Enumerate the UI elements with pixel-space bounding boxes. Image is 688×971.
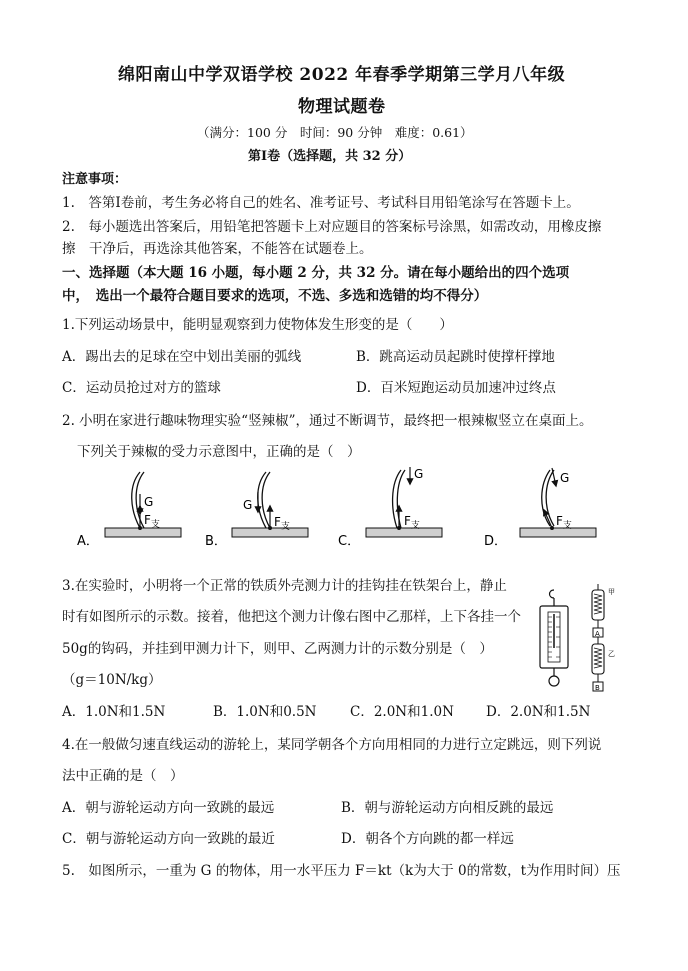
- svg-text:F支: $F_支$: [144, 513, 160, 530]
- jia-label: 甲: [608, 588, 615, 596]
- note-1: 1. 答第Ⅰ卷前，考生务必将自己的姓名、准考证号、考试科目用铅笔涂写在答题卡上。: [62, 195, 580, 211]
- q1-option-a: A．踢出去的足球在空中划出美丽的弧线: [62, 349, 302, 365]
- notes-heading: 注意事项：: [62, 172, 128, 187]
- diagram-d-label: D．: [484, 534, 508, 549]
- weight-b-label: B: [595, 684, 600, 692]
- q4-option-a: A．朝与游轮运动方向一致跳的最远: [62, 800, 275, 816]
- note-2-line1: 2. 每小题选出答案后，用铅笔把答题卡上对应题目的答案标号涂黑，如需改动，用橡皮擦: [62, 219, 602, 235]
- note-2-line2: 擦 干净后，再选涂其他答案，不能答在试题卷上。: [62, 241, 373, 257]
- svg-text:G: G: [243, 498, 253, 512]
- diagram-a-label: A．: [77, 534, 99, 549]
- q2-force-diagram: [60, 462, 620, 554]
- svg-text:G: G: [414, 467, 424, 481]
- q3-line3: 50g的钩码，并挂到甲测力计下，则甲、乙两测力计的示数分别是（ ）: [62, 641, 493, 657]
- q1-option-b: B．跳高运动员起跳时使撑杆撑地: [356, 349, 555, 365]
- q3-option-d: D．2.0N和1.5N: [486, 704, 591, 720]
- section1-line1: 一、选择题（本大题 16 小题，每小题 2 分，共 32 分。请在每小题给出的四个选项: [62, 265, 570, 281]
- q1-option-c: C．运动员抢过对方的篮球: [62, 380, 221, 396]
- exam-title: 绵阳南山中学双语学校 2022 年春季学期第三学月八年级: [118, 65, 566, 85]
- diagram-b: [205, 472, 308, 549]
- yi-label: 乙: [608, 650, 615, 658]
- q3-option-a: A．1.0N和1.5N: [62, 704, 166, 720]
- section1-line2: 中， 选出一个最符合题目要求的选项，不选、多选和选错的均不得分）: [62, 288, 488, 304]
- diagram-c-label: C．: [338, 534, 361, 549]
- q1-option-d: D．百米短跑运动员加速冲过终点: [356, 380, 556, 396]
- diagram-b-label: B．: [205, 534, 227, 549]
- svg-text:F支: $F_支$: [274, 515, 290, 532]
- diagram-c: [338, 467, 442, 549]
- q4-line2: 法中正确的是（ ）: [62, 768, 184, 784]
- q4-option-b: B．朝与游轮运动方向相反跳的最远: [341, 800, 554, 816]
- g-label: G: [144, 495, 154, 509]
- svg-text:G: G: [560, 471, 570, 485]
- diagram-a: [77, 472, 181, 549]
- part-heading: 第Ⅰ卷（选择题，共 32 分）: [248, 149, 412, 164]
- q3-line4: （g＝10N/kg）: [62, 672, 162, 688]
- q4-option-d: D．朝各个方向跳的都一样远: [341, 831, 514, 847]
- q3-line2: 时有如图所示的示数。接着，他把这个测力计像右图中乙那样，上下各挂一个: [62, 609, 521, 625]
- q4-line1: 4.在一般做匀速直线运动的游轮上，某同学朝各个方向用相同的力进行立定跳远，则下列说: [62, 737, 602, 753]
- weight-a-label: A: [595, 630, 600, 638]
- exam-meta: （满分：100 分 时间：90 分钟 难度：0.61）: [197, 125, 473, 140]
- q5-line1: 5. 如图所示，一重为 G 的物体，用一水平压力 F＝kt（k为大于 0的常数，t为作用时间）压: [62, 863, 621, 879]
- svg-text:F支: $F_支$: [404, 514, 420, 531]
- diagram-d: [484, 468, 596, 549]
- q3-spring-scale-diagram: [532, 582, 618, 694]
- exam-subtitle: 物理试题卷: [298, 97, 386, 117]
- q4-option-c: C．朝与游轮运动方向一致跳的最近: [62, 831, 275, 847]
- svg-text:F支: $F_支$: [556, 514, 572, 531]
- q2-stem-line1: 2. 小明在家进行趣味物理实验“竖辣椒”，通过不断调节，最终把一根辣椒竖立在桌面上。: [62, 413, 593, 429]
- q3-line1: 3.在实验时，小明将一个正常的铁质外壳测力计的挂钩挂在铁架台上，静止: [62, 578, 507, 594]
- q3-option-b: B．1.0N和0.5N: [213, 704, 317, 720]
- q1-stem: 1.下列运动场景中，能明显观察到力使物体发生形变的是（ ）: [62, 317, 453, 333]
- q2-stem-line2: 下列关于辣椒的受力示意图中，正确的是（ ）: [77, 444, 361, 460]
- q3-option-c: C．2.0N和1.0N: [350, 704, 454, 720]
